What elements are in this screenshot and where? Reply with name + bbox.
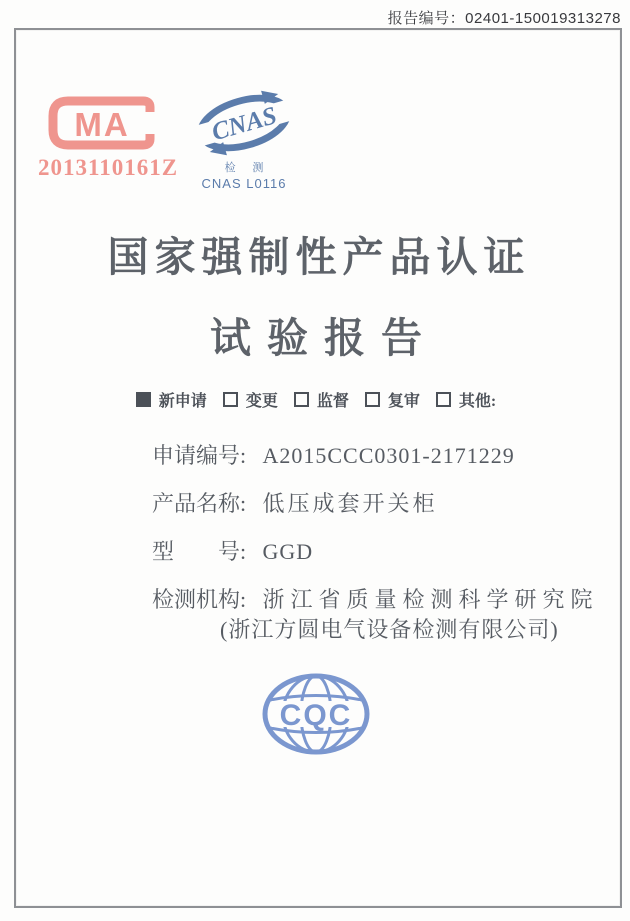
cma-accreditation-number: 2013110161Z (38, 155, 179, 180)
field-label: 产品名称: (152, 491, 247, 516)
field-row (152, 489, 599, 519)
cnas-logo (188, 87, 300, 191)
field-value: 低压成套开关柜 (262, 491, 438, 516)
checkbox-icon (136, 392, 151, 407)
checkbox-label: 复审 (387, 393, 420, 410)
field-row (152, 441, 599, 471)
field-value-line2: (浙江方圆电气设备检测有限公司) (220, 617, 559, 642)
cqc-globe-icon (261, 672, 371, 756)
checkbox-label: 新申请 (158, 393, 207, 410)
field-value: 浙江省质量检测科学研究院 (262, 587, 599, 612)
cma-logo (38, 93, 179, 181)
field-row (152, 537, 599, 567)
application-type-options (16, 388, 616, 411)
report-number-value: 02401-150019313278 (465, 10, 621, 27)
cnas-text: CNAS (208, 101, 280, 147)
cnas-lab-number: CNAS L0116 (201, 176, 287, 191)
report-number-label: 报告编号： (387, 10, 466, 27)
checkbox-label: 监督 (316, 393, 349, 410)
field-value: A2015CCC0301-2171229 (262, 443, 515, 468)
cnas-mark-icon (191, 87, 297, 159)
field-label: 型 号: (152, 539, 247, 564)
report-number (388, 7, 621, 28)
cnas-caption-testing: 检 测 (224, 162, 271, 174)
checkbox-icon (294, 392, 309, 407)
checkbox-icon (365, 392, 380, 407)
application-type-option (436, 393, 496, 410)
cqc-text: CQC (279, 699, 353, 732)
checkbox-icon (436, 392, 451, 407)
document-subtitle: 试验报告 (210, 315, 438, 361)
checkbox-label: 变更 (245, 393, 278, 410)
cqc-logo (261, 672, 371, 756)
fields (152, 441, 599, 663)
field-value: GGD (262, 539, 314, 564)
field-row (152, 585, 599, 645)
cma-text: MA (74, 106, 130, 143)
cma-mark-icon (44, 93, 166, 153)
document-title: 国家强制性产品认证 (107, 234, 531, 280)
application-type-option (294, 393, 353, 410)
checkbox-label: 其他: (458, 393, 497, 410)
field-label: 申请编号: (152, 443, 247, 468)
application-type-option (136, 393, 211, 410)
checkbox-icon (223, 392, 238, 407)
application-type-option (223, 393, 282, 410)
field-label: 检测机构: (152, 587, 247, 612)
application-type-option (365, 393, 424, 410)
